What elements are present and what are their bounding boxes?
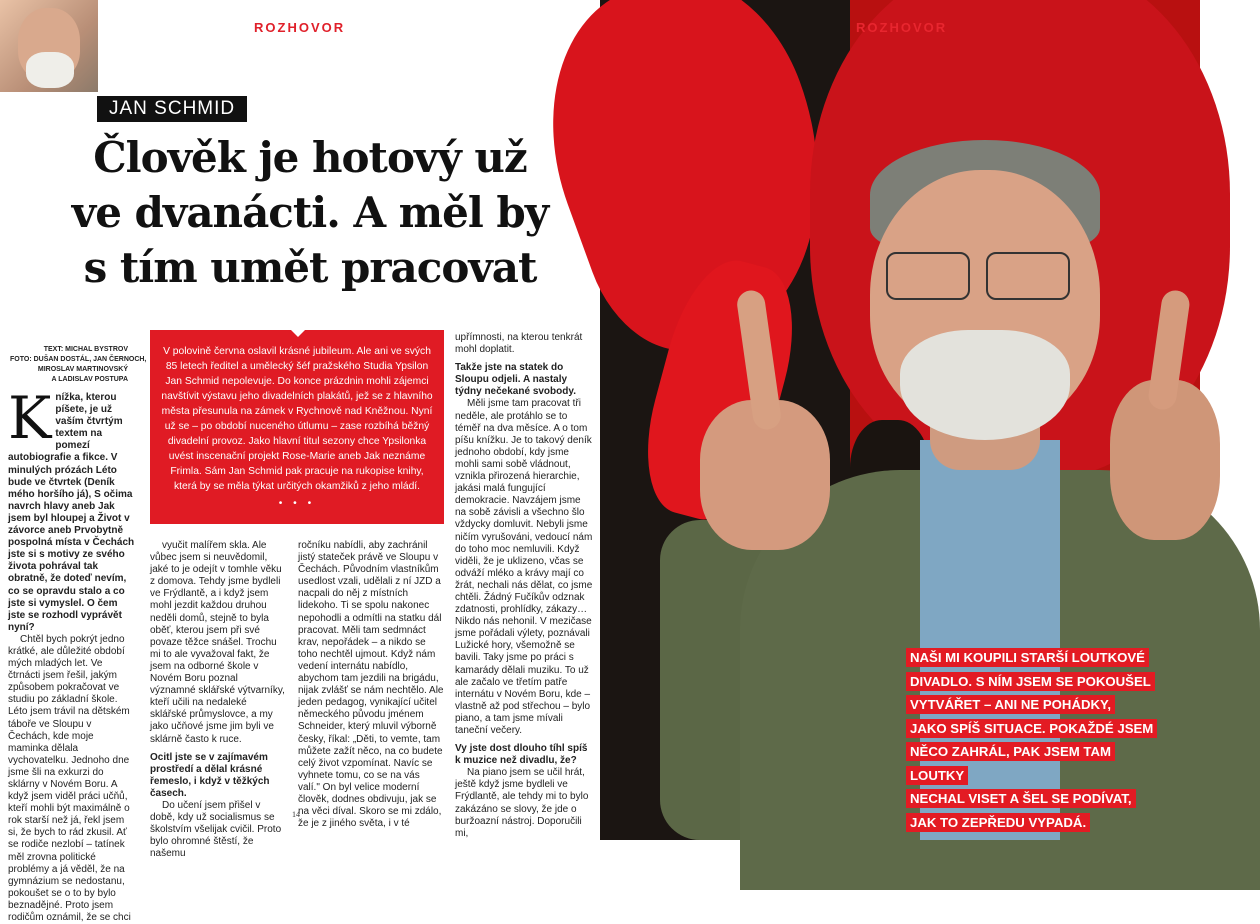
pull-quote-line: JAK TO ZEPŘEDU VYPADÁ. xyxy=(906,813,1090,832)
credit-line: A LADISLAV POSTUPA xyxy=(51,376,128,383)
answer: Chtěl bych pokrýt jedno krátké, ale důležité období mých mladých let. Ve čtrnácti jsem řešil, jakým způsobem pokračovat ve studiu po základní škole. Léto jsem trávil na dětském táboře ve Sloupu v Čechách, kde moje maminka dělala vychovatelku. Jednoho dne jsme šli na exkurzi do sklárny v Novém Boru. A když jsem viděl práci učňů, kteří mohli být maximálně o rok starší než já, řekl jsem si, že bych to rád zkusil. Ať se rodiče nezlobí – tatínek měl zrovna politické problémy a já věděl, že na gymnázium se nedostanu, pokoušet se o to by bylo beznadějné. Proto jsem rodičům oznámil, že se chci xyxy=(8,633,131,924)
headline-line: Člověk je hotový už xyxy=(93,133,527,182)
page-number: 14 xyxy=(292,810,300,819)
intro-text: V polovině června oslavil krásné jubileum. Ale ani ve svých 85 letech ředitel a umělecký šéf pražského Studia Ypsilon Jan Schmid nepolevuje. Do konce prázdnin mohli zájemci navštívit výstavu jeho divadelních plakátů, jež se z hlavního města přesunula na zámek v Rychnově nad Kněžnou. Nyní už se – po období nuceného útlumu – zase rozbíhá běžný divadelní provoz. Jako hlavní titul sezony chce Ypsilonka uvést inscenační projekt Rose-Marie aneb Jak neznáme Frimla. Sám Jan Schmid pak pracuje na rukopise knihy, která by se měla týkat určitých okamžiků z jeho mládí. xyxy=(161,346,433,492)
answer: Na piano jsem se učil hrát, ještě když jsme bydleli ve Frýdlantě, ale tehdy mi to bylo zakázáno se slovy, že jde o buržoazní nástroj. Doporučili mi, xyxy=(455,767,589,839)
credit-line: TEXT: MICHAL BYSTROV xyxy=(43,346,128,353)
article-column-4 xyxy=(455,332,594,839)
headline xyxy=(40,130,580,295)
pull-quote-line: JAKO SPÍŠ SITUACE. POKAŽDÉ JSEM xyxy=(906,719,1157,738)
headline-line: ve dvanácti. A měl by xyxy=(71,188,549,237)
pull-quote-line: NAŠI MI KOUPILI STARŠÍ LOUTKOVÉ xyxy=(906,648,1149,667)
interviewee-name-bar: JAN SCHMID xyxy=(97,96,247,122)
pull-quote-line: NĚCO ZAHRÁL, PAK JSEM TAM LOUTKY xyxy=(906,742,1115,785)
pull-quote-line: NECHAL VISET A ŠEL SE PODÍVAT, xyxy=(906,789,1136,808)
pull-quote-line: DIVADLO. S NÍM JSEM SE POKOUŠEL xyxy=(906,672,1155,691)
credit-line: FOTO: DUŠAN DOSTÁL, JAN ČERNOCH, xyxy=(10,356,147,363)
answer: Měli jsme tam pracovat tři neděle, ale protáhlo se to téměř na dva měsíce. A o tom píšu knížku. Je to takový deník jednoho období, kdy jsme mohli sami sobě vládnout, vznikla přirozená hierarchie, jakási malá fungující demokracie. Navzájem jsme na sobě závisli a všechno šlo vždycky domluvit. Nebyli jsme ničím vyrušováni, vedoucí nám do toho moc nemluvili. Když viděli, že je uklizeno, včas se odváží mléko a krávy mají co žrát, nechali nás dělat, co jsme chtěli. Žádný Fučíkův odznak zdatnosti, prohlídky, zákazy… Nikdo nás nehonil. V mezičase jsme pořádali výlety, poznávali Lužické hory, všemožně se bavili. Taky jsme po práci s kamarády dělali muziku. To už ale začalo ve třetím patře internátu v Novém Boru, kde – vlastně až pod střechou – bylo piano, a tam jsme mívali taneční večery. xyxy=(455,398,593,736)
answer: upřímnosti, na kterou tenkrát mohl doplatit. xyxy=(455,332,583,356)
right-page-photo xyxy=(600,0,1200,840)
answer: vyučit malířem skla. Ale vůbec jsem si neuvědomil, jaké to je odejít v tomhle věku z domova. Tehdy jsme bydleli ve Frýdlantě, a i když jsem mohl jezdit každou druhou neděli domů, stejně to byla oběť, kterou jsem při své povaze těžce snášel. Trochu mi to ale vyvažoval fakt, že jsem na odborné škole v Novém Boru poznal významné sklářské výtvarníky, kteří učili na nedaleké sklářské průmyslovce, a my jako učňové jsme jim byli ve sklárně často k ruce. xyxy=(150,540,285,745)
pull-quote xyxy=(906,646,1166,834)
left-page xyxy=(0,0,600,924)
credits xyxy=(10,345,147,385)
section-label-right: ROZHOVOR xyxy=(856,20,948,35)
intro-dots: • • • xyxy=(278,498,316,509)
pull-quote-line: VYTVÁŘET – ANI NE POHÁDKY, xyxy=(906,695,1115,714)
section-label: ROZHOVOR xyxy=(254,20,346,35)
credit-line: MIROSLAV MARTINOVSKÝ xyxy=(37,366,128,373)
question: Takže jste na statek do Sloupu odjeli. A nastaly týdny nečekané svobody. xyxy=(455,362,576,398)
answer: Do učení jsem přišel v době, kdy už socialismus se školstvím všelijak cvičil. Proto bylo ohromné štěstí, že našemu xyxy=(150,799,282,860)
question: Ocitl jste se v zajímavém prostředí a dělal krásné řemeslo, i když v těžkých časech. xyxy=(150,751,270,799)
drop-cap: K xyxy=(8,384,52,452)
article-column-1 xyxy=(8,384,136,924)
glasses-icon xyxy=(882,252,1072,298)
question: nížka, kterou píšete, je už vaším čtvrtým textem na pomezí autobiografie a fikce. V minulých prózách Léto bude ve čtvrtek (Deník mého horšího já), S očima navrch hlavy aneb Jak jsem byl hloupej a Život v závorce aneb Prvobytně pospolná místa v Čechách jste si s motivy ze svého života pohrával tak obratně, že doteď nevím, co se opravdu stalo a co jste si vymyslel. O čem jste se rozhodl vyprávět nyní? xyxy=(8,392,135,633)
article-column-3 xyxy=(298,540,444,830)
headline-line: s tím umět pracovat xyxy=(83,243,537,292)
article-column-2 xyxy=(150,540,286,860)
author-thumbnail-photo xyxy=(0,0,98,92)
question: Vy jste dost dlouho tíhl spíš k muzice než divadlu, že? xyxy=(455,743,588,767)
intro-box xyxy=(150,330,444,524)
answer: ročníku nabídli, aby zachránil jistý stateček právě ve Sloupu v Čechách. Původním vlastníkům usedlost vzali, udělali z ní JZD a nacpali do něj z místních lidekoho. Ti se spolu nakonec nepohodli a odmítli na statku dál pracovat. Měli tam sedmnáct krav, nepořádek – a nikdo se toho nechtěl ujmout. Když nám vedení internátu nabídlo, abychom tam jezdili na brigádu, nijak zvlášť se nám nechtělo. Ale jeden pedagog, vynikající učitel německého původu jménem Schneider, který mluvil výborně česky, říkal: „Děti, to vemte, tam můžete zažít něco, na co budete celý život vzpomínat. Navíc se vyhnete tomu, co se na vás valí." On byl velice moderní člověk, dodnes obdivuju, jak se na věci díval. Skoro se mi zdálo, že je z jiného světa, i v té xyxy=(298,540,444,830)
